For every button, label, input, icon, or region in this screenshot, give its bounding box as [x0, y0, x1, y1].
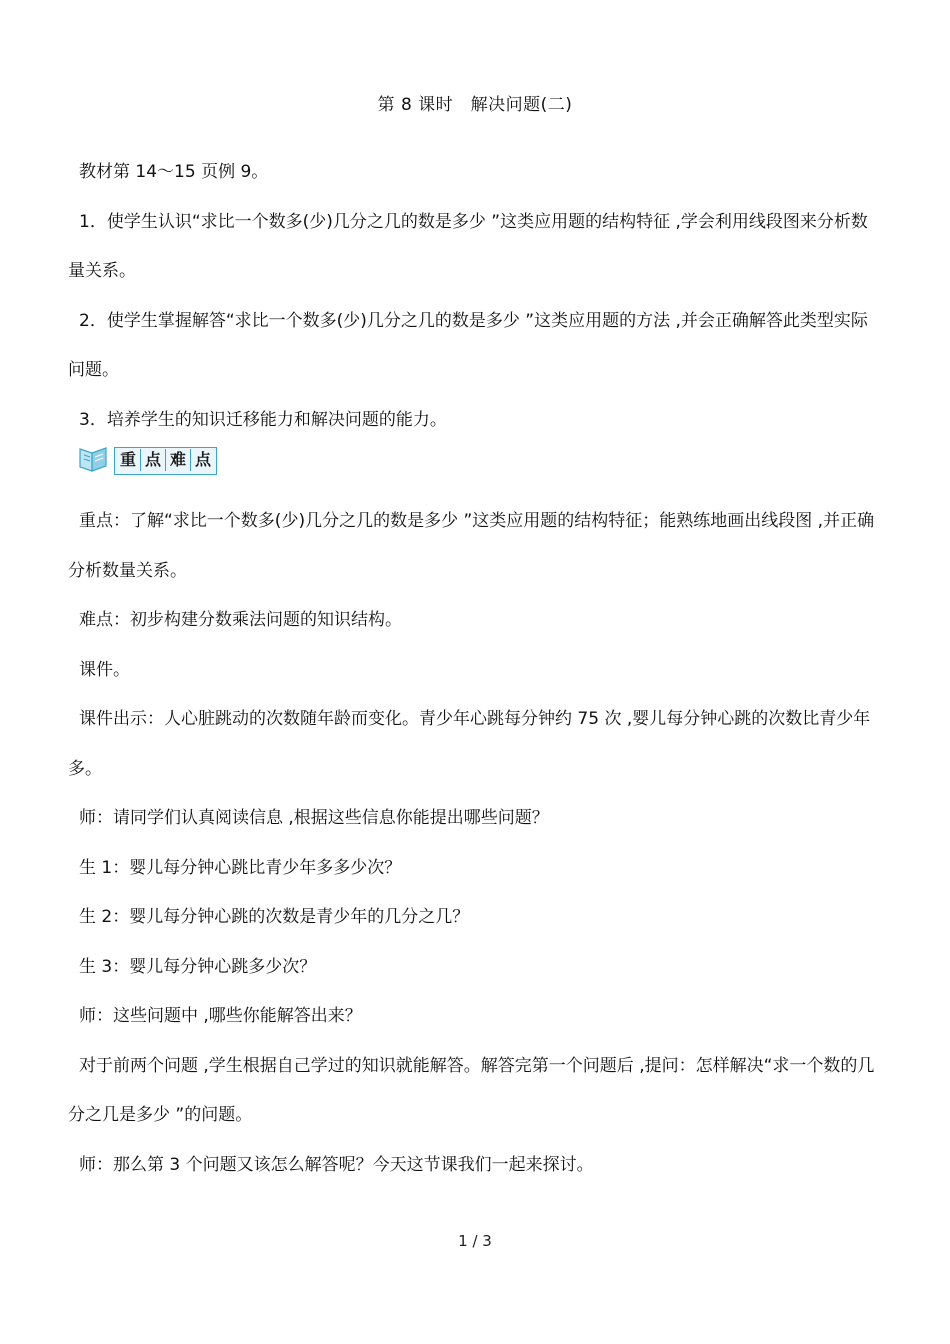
paragraph-objective-2: 2．使学生掌握解答“求比一个数多(少)几分之几的数是多少 ”这类应用题的方法 ,并会正确解答此类型实际问题。: [68, 310, 868, 380]
banner-char: 重: [116, 449, 141, 471]
banner-label: [114, 447, 217, 475]
page-indicator: 1 / 3: [458, 1232, 492, 1250]
paragraph-teacher-which: 师：这些问题中 ,哪些你能解答出来？: [79, 1006, 362, 1026]
banner-char: 点: [141, 449, 166, 471]
paragraph-courseware: 课件出示：人心脏跳动的次数随年龄而变化。青少年心跳每分钟约 75 次 ,婴儿每分钟心跳的次数比青少年多。: [68, 709, 871, 779]
page-title: 第 8 课时 解决问题(二): [377, 95, 573, 115]
paragraph-student-3: 生 3：婴儿每分钟心跳多少次？: [79, 956, 317, 977]
paragraph-difficult-point: 难点：初步构建分数乘法问题的知识结构。: [79, 610, 402, 630]
paragraph-key-point: 重点：了解“求比一个数多(少)几分之几的数是多少 ”这类应用题的结构特征；能熟练地画出线段图 ,并正确分析数量关系。: [68, 511, 875, 581]
paragraph-teacher-question: 师：请同学们认真阅读信息 ,根据这些信息你能提出哪些问题？: [79, 808, 549, 828]
paragraph-objective-3: 3．培养学生的知识迁移能力和解决问题的能力。: [79, 409, 447, 430]
banner-char: 难: [166, 449, 191, 471]
document-body: [68, 148, 884, 1190]
key-difficult-points-banner: [68, 445, 884, 485]
paragraph-student-2: 生 2：婴儿每分钟心跳的次数是青少年的几分之几？: [79, 907, 470, 927]
paragraph-materials: 课件。: [79, 659, 130, 680]
paragraph-discussion: 对于前两个问题 ,学生根据自己学过的知识就能解答。解答完第一个问题后 ,提问：怎样解决“求一个数的几分之几是多少 ”的问题。: [68, 1055, 875, 1125]
paragraph-teacher-intro: 师：那么第 3 个问题又该怎么解答呢？今天这节课我们一起来探讨。: [79, 1154, 594, 1175]
paragraph-teaching-material: 教材第 14～15 页例 9。: [79, 162, 269, 182]
book-folder-icon: [78, 445, 110, 473]
paragraph-objective-1: 1．使学生认识“求比一个数多(少)几分之几的数是多少 ”这类应用题的结构特征 ,学会利用线段图来分析数量关系。: [68, 211, 868, 281]
banner-char: 点: [194, 450, 211, 469]
paragraph-student-1: 生 1：婴儿每分钟心跳比青少年多多少次？: [79, 857, 402, 878]
